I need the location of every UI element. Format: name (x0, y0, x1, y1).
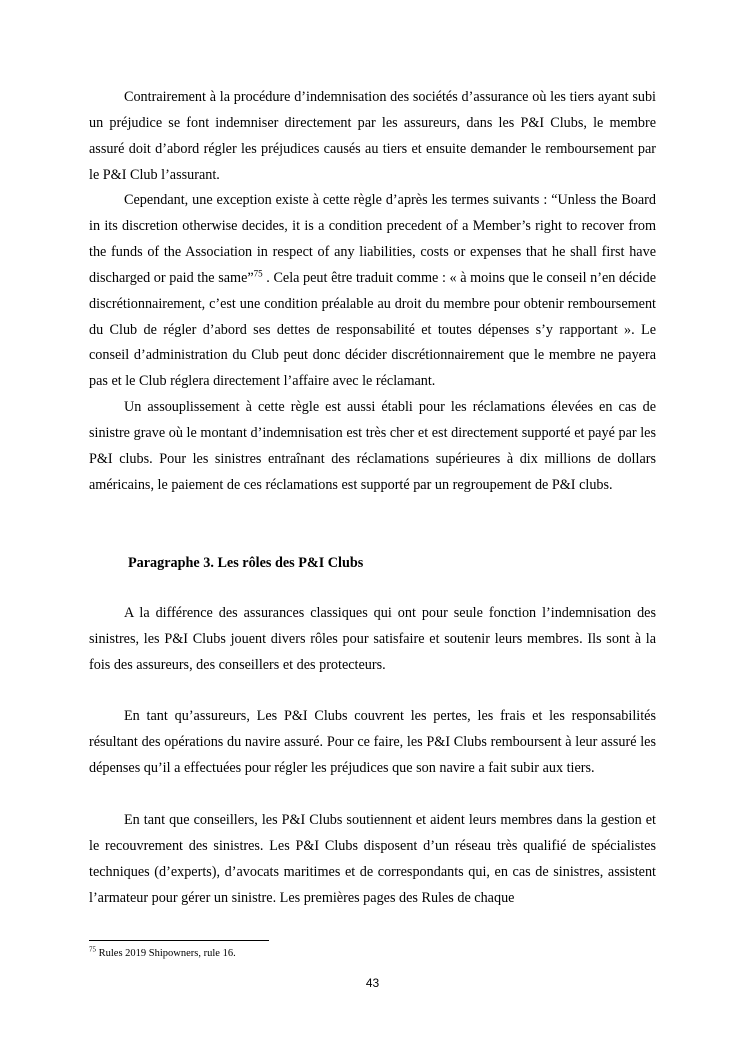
paragraph-indemnisation-procedure: Contrairement à la procédure d’indemnisation des sociétés d’assurance où les tiers ayant subi un préjudice se font indemniser directement par les assureurs, dans les P&I Clubs, le membre assuré doit d’abord régler les préjudices causés au tiers et ensuite demander le remboursement par le P&I Club l’assurant. (89, 89, 656, 183)
paragraph-exception-rule (89, 188, 656, 395)
footnote-text: Rules 2019 Shipowners, rule 16. (96, 948, 236, 959)
paragraph-conseillers: En tant que conseillers, les P&I Clubs soutiennent et aident leurs membres dans la gestion et le recouvrement des sinistres. Les P&I Clubs disposent d’un réseau très qualifié de spécialistes techniques (d’experts), d’avocats maritimes et de correspondants qui, en cas de sinistres, assistent l’armateur pour gérer un sinistre. Les premières pages des Rules de chaque (89, 812, 656, 906)
page-number: 43 (365, 976, 380, 990)
paragraph-assureurs: En tant qu’assureurs, Les P&I Clubs couvrent les pertes, les frais et les responsabilités résultant des opérations du navire assuré. Pour ce faire, les P&I Clubs remboursent à leur assuré les dépenses qu’il a effectuées pour régler les préjudices que son navire a fait subir aux tiers. (89, 708, 656, 776)
footnote (89, 946, 236, 962)
footnote-separator (89, 940, 269, 941)
footnote-reference-75[interactable]: 75 (253, 267, 263, 278)
paragraph-roles-intro: A la différence des assurances classiques qui ont pour seule fonction l’indemnisation des sinistres, les P&I Clubs jouent divers rôles pour satisfaire et soutenir leurs membres. Ils sont à la fois des assureurs, des conseillers et des protecteurs. (89, 605, 656, 673)
section-heading: Paragraphe 3. Les rôles des P&I Clubs (128, 555, 364, 571)
footnote-number: 75 (89, 945, 96, 954)
paragraph-assouplissement: Un assouplissement à cette règle est aussi établi pour les réclamations élevées en cas de sinistre grave où le montant d’indemnisation est très cher et est directement supporté et payé par les P&I clubs. Pour les sinistres entraînant des réclamations supérieures à dix millions de dollars américains, le paiement de ces réclamations est supporté par un regroupement de P&I clubs. (89, 399, 656, 493)
paragraph-exception-text-before: Cependant, une exception existe à cette règle d’après les termes suivants : “Unless the Board in its discretion otherwise decides, it is a condition precedent of a Member’s right to recover from the funds of the Association in respect of any liabilities, costs or expenses that he shall first have discharged or paid the same” (89, 192, 656, 286)
paragraph-exception-text-after: . Cela peut être traduit comme : « à moins que le conseil n’en décide discrétionnairement, c’est une condition préalable au droit du membre pour obtenir remboursement du Club de régler d’abord ses dettes de responsabilité et toutes dépenses s’y rapportant ». Le conseil d’administration du Club peut donc décider discrétionnairement que le membre ne payera pas et le Club réglera directement l’affaire avec le réclamant. (89, 269, 656, 390)
